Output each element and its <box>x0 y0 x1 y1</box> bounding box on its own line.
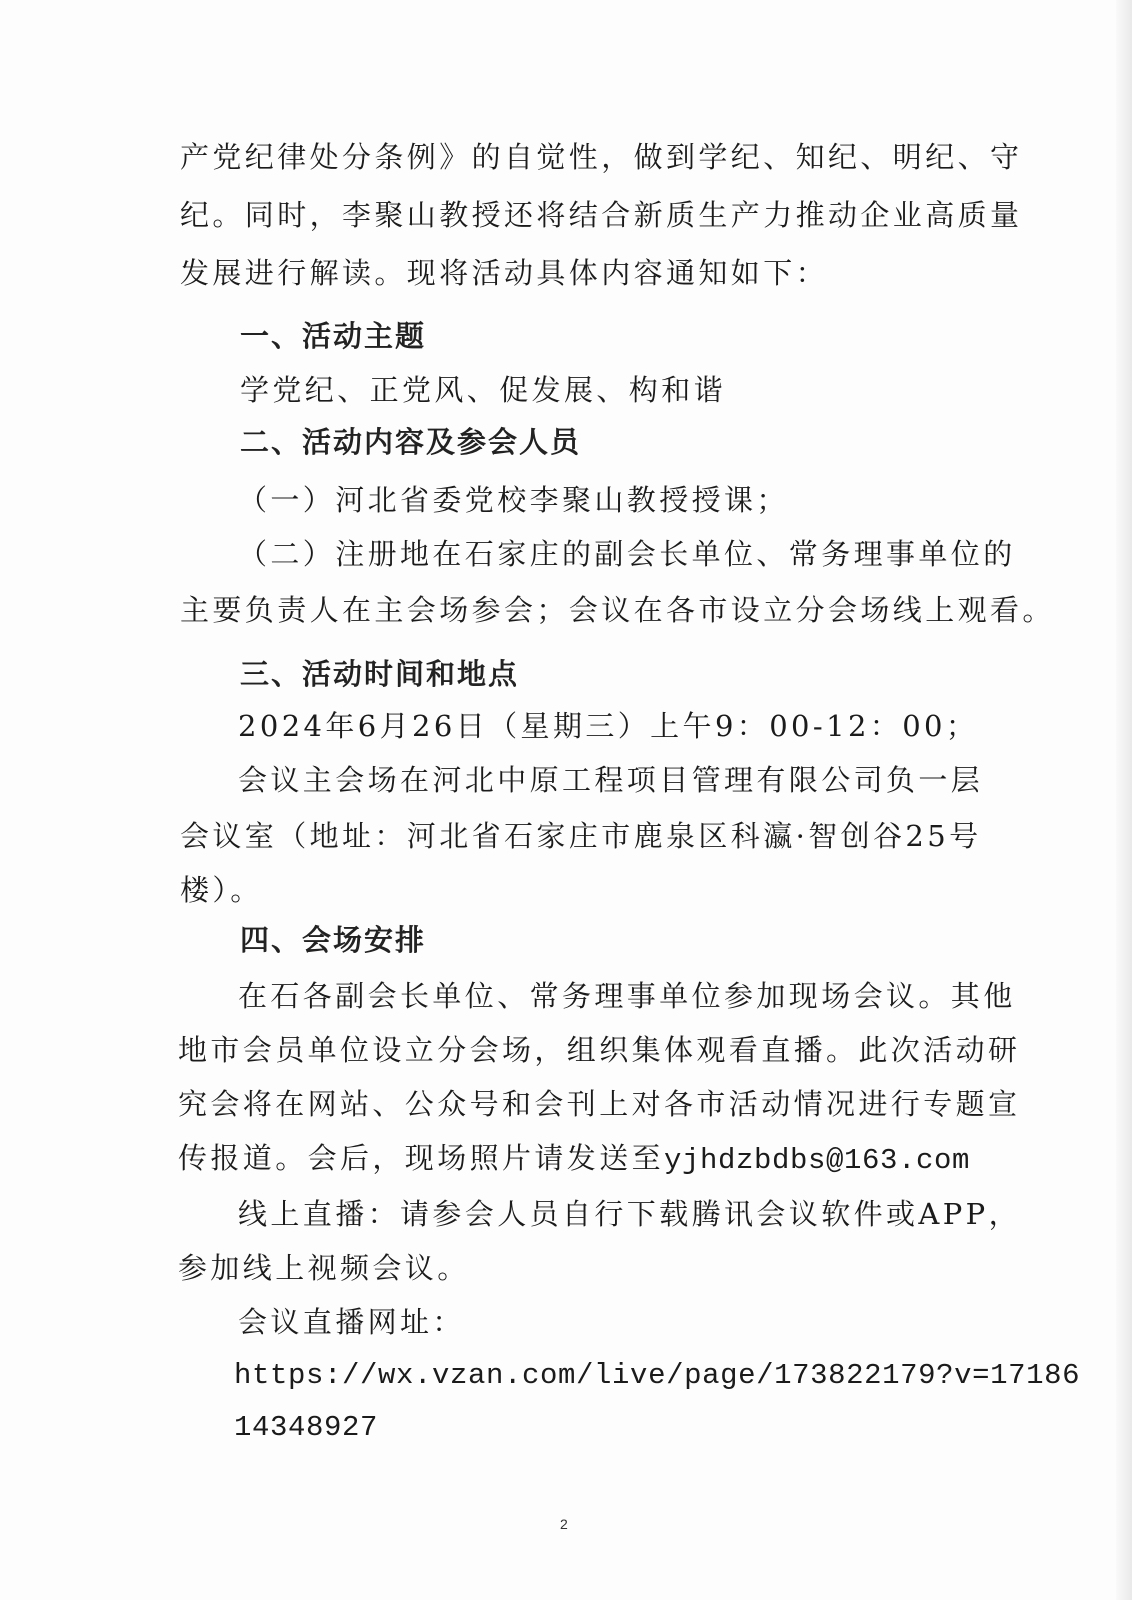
photo-email[interactable]: yjhdzbdbs@163.com <box>664 1144 971 1177</box>
live-stream-line-1: 线上直播：请参会人员自行下载腾讯会议软件或APP， <box>238 1197 1021 1231</box>
section-1-heading: 一、活动主题 <box>240 319 427 353</box>
stream-url-line-2[interactable]: 14348927 <box>234 1411 379 1444</box>
arrangement-line-3: 究会将在网站、公众号和会刊上对各市活动情况进行专题宣 <box>178 1087 1021 1121</box>
section-1-content: 学党纪、正党风、促发展、构和谐 <box>240 373 727 407</box>
intro-line-1: 产党纪律处分条例》的自觉性，做到学纪、知纪、明纪、守 <box>180 140 1023 174</box>
arrangement-line-4 <box>178 1140 970 1179</box>
arrangement-line-4-text: 传报道。会后，现场照片请发送至 <box>178 1141 665 1175</box>
section-2-item-1: （一）河北省委党校李聚山教授授课； <box>238 483 789 517</box>
intro-line-2: 纪。同时，李聚山教授还将结合新质生产力推动企业高质量 <box>180 198 1023 232</box>
event-time: 2024年6月26日（星期三）上午9：00-12：00； <box>238 709 979 743</box>
section-2-heading: 二、活动内容及参会人员 <box>240 425 582 459</box>
section-2-item-2-line-2: 主要负责人在主会场参会；会议在各市设立分会场线上观看。 <box>180 593 1055 627</box>
arrangement-line-2: 地市会员单位设立分会场，组织集体观看直播。此次活动研 <box>178 1033 1021 1067</box>
venue-line-3: 楼）。 <box>180 873 263 907</box>
stream-url-label: 会议直播网址： <box>238 1305 465 1339</box>
section-4-heading: 四、会场安排 <box>240 923 427 957</box>
scan-edge <box>1116 0 1132 1600</box>
arrangement-line-1: 在石各副会长单位、常务理事单位参加现场会议。其他 <box>238 979 1016 1013</box>
intro-line-3: 发展进行解读。现将活动具体内容通知如下： <box>180 256 829 290</box>
venue-line-1: 会议主会场在河北中原工程项目管理有限公司负一层 <box>238 763 984 797</box>
live-stream-line-2: 参加线上视频会议。 <box>178 1251 470 1285</box>
venue-line-2: 会议室（地址：河北省石家庄市鹿泉区科瀛·智创谷25号 <box>180 819 982 853</box>
section-3-heading: 三、活动时间和地点 <box>240 657 520 691</box>
section-2-item-2-line-1: （二）注册地在石家庄的副会长单位、常务理事单位的 <box>238 537 1016 571</box>
stream-url-line-1[interactable]: https://wx.vzan.com/live/page/173822179?v=17186 <box>234 1359 1081 1392</box>
page-number: 2 <box>560 1516 568 1532</box>
